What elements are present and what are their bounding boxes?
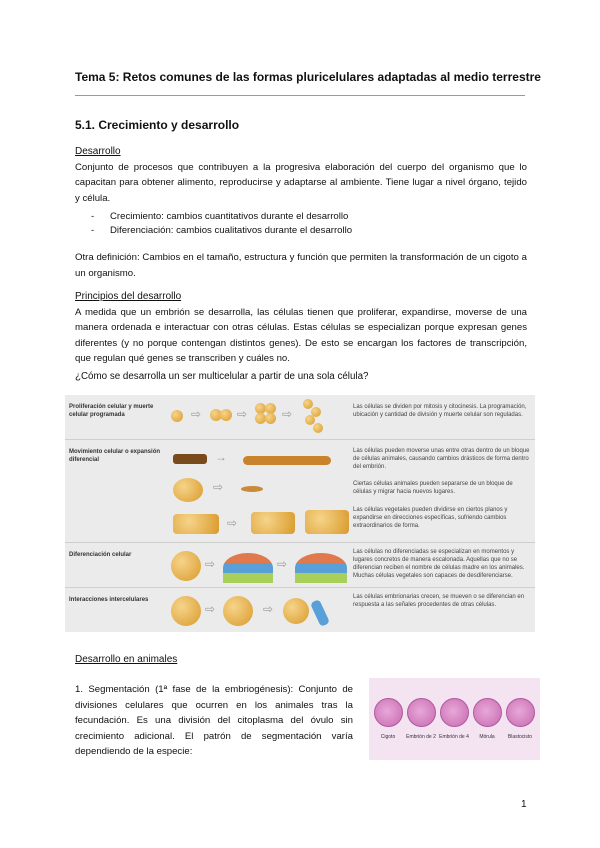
cell-image <box>313 423 323 433</box>
arrow-icon: ⇨ <box>227 516 238 530</box>
desarrollo-definition: Conjunto de procesos que contribuyen a la progresiva elaboración del cuerpo del organismo que lo capacitan para obtener alimento, reproducirse y adaptarse al ambiente. Tiene lugar a nivel órgano, tejido y célula. <box>75 161 527 204</box>
two-cell-embryo-image <box>407 698 436 727</box>
row-description: Las células vegetales pueden dividirse en ciertos planos y expandirse en direcciones específicas, sufriendo cambios extraordinarios de forma. <box>353 507 508 529</box>
figure-row-diferenciacion <box>65 542 535 588</box>
segmentation-text: 1. Segmentación (1ª fase de la embriogénesis): Conjunto de divisiones celulares que ocurren en los animales tras la fecundación. Es una división del citoplasma del óvulo sin crecimiento adicional. El patrón de segmentación varía dependiendo de la especie: <box>75 684 353 757</box>
arrow-icon: ⇨ <box>282 407 293 421</box>
bullet-diferenciacion: - Diferenciación: cambios cualitativos durante el desarrollo <box>91 224 521 238</box>
stage-label: Embrión de 2 <box>406 734 436 740</box>
row-description: Las células se dividen por mitosis y citocinesis. La programación, ubicación y cantidad de división y muerte celular son reguladas. <box>353 404 527 418</box>
row-description: Ciertas células animales pueden separarse de un bloque de células y migrar hacia nuevos lugares. <box>353 481 513 495</box>
animales-heading: Desarrollo en animales <box>75 654 178 665</box>
row-description: Las células pueden moverse unas entre otras dentro de un bloque de células animales, causando cambios drásticos de forma dentro del embrión. <box>353 448 530 470</box>
row-description: Las células embrionarias crecen, se mueven o se diferencian en respuesta a las señales procedentes de otras células. <box>353 594 525 608</box>
cell-image <box>171 410 183 422</box>
cell-block-image <box>243 456 331 465</box>
row-label: Interacciones intercelulares <box>69 597 149 603</box>
cell-cluster-image <box>173 478 203 502</box>
cell-image <box>220 409 232 421</box>
arrow-icon: ⇨ <box>263 602 274 616</box>
cell-image <box>265 413 276 424</box>
embryo-stages-photo <box>369 678 540 760</box>
signaling-cells-image <box>310 599 330 627</box>
other-definition: Otra definición: Cambios en el tamaño, estructura y función que permiten la transformación de un cigoto a un organismo. <box>75 252 527 279</box>
row-label: Movimiento celular o expansión diferencial <box>69 449 161 463</box>
desarrollo-bullets <box>91 210 521 238</box>
four-cell-embryo-image <box>440 698 469 727</box>
principios-block <box>75 289 527 367</box>
migrating-cell-image <box>241 486 263 492</box>
blastocyst-image <box>506 698 535 727</box>
arrow-icon: ⇨ <box>213 480 224 494</box>
stage-label: Blastocisto <box>507 734 533 740</box>
row-description: Las células no diferenciadas se especializan en momentos y lugares concretos de manera escalonada. Aquellas que no se diferencian reciben el nombre de células madre en los animales. Muchas células vegetales son capaces de desdiferenciarse. <box>353 549 525 579</box>
section-heading: 5.1. Crecimiento y desarrollo <box>75 118 240 132</box>
arrow-icon: ⇨ <box>205 557 216 571</box>
page-number: 1 <box>521 799 527 810</box>
row-label: Proliferación celular y muerte celular programada <box>69 404 154 418</box>
cell-cluster-image <box>171 551 201 581</box>
cell-cluster-image <box>171 596 201 626</box>
stage-label: Cigoto <box>380 734 396 740</box>
bullet-crecimiento: - Crecimiento: cambios cuantitativos durante el desarrollo <box>91 210 521 224</box>
stage-label: Embrión de 4 <box>439 734 469 740</box>
morula-image <box>473 698 502 727</box>
stage-label: Mórula <box>479 734 495 740</box>
development-principles-figure <box>65 395 535 632</box>
plant-cells-image <box>305 510 349 534</box>
principios-heading: Principios del desarrollo <box>75 291 182 302</box>
zygote-image <box>374 698 403 727</box>
arrow-icon: ⇨ <box>205 602 216 616</box>
arrow-icon: ⇨ <box>237 407 248 421</box>
cell-cluster-image <box>223 596 253 626</box>
figure-row-interacciones <box>65 587 535 633</box>
cell-block-image <box>173 454 207 464</box>
document-title: Tema 5: Retos comunes de las formas pluricelulares adaptadas al medio terrestre <box>75 70 541 84</box>
plant-cells-image <box>173 514 219 534</box>
development-question: ¿Cómo se desarrolla un ser multicelular a partir de una sola célula? <box>75 371 369 382</box>
figure-row-movimiento <box>65 439 535 543</box>
arrow-icon: ⇨ <box>277 557 288 571</box>
desarrollo-heading: Desarrollo <box>75 146 121 157</box>
cell-cluster-image <box>283 598 309 624</box>
arrow-icon: → <box>215 450 227 464</box>
title-divider <box>75 95 525 96</box>
arrow-icon: ⇨ <box>191 407 202 421</box>
desarrollo-block <box>75 144 527 206</box>
figure-row-proliferacion <box>65 395 535 439</box>
row-label: Diferenciación celular <box>69 552 132 558</box>
differentiated-layers-image <box>295 553 347 583</box>
differentiated-layers-image <box>223 553 273 583</box>
plant-cells-image <box>251 512 295 534</box>
principios-text: A medida que un embrión se desarrolla, las células tienen que proliferar, expandirse, moverse de una manera ordenada e interactuar con otras células. Estas células se especializan porque expresan genes diferentes (y no porque contengan distintos genes). De esto se encargan los factores de transcripción, que regulan qué genes se transcriben y cuáles no. <box>75 306 527 364</box>
